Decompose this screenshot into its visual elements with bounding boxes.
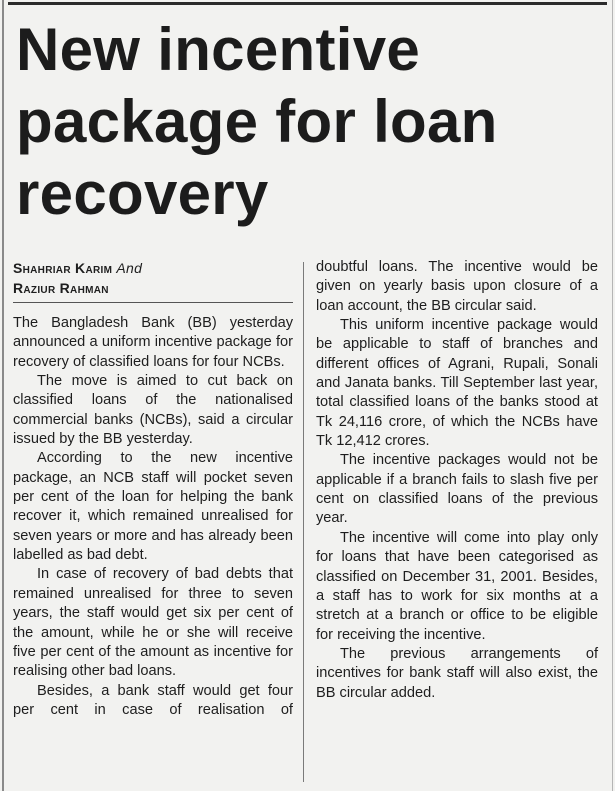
byline-divider xyxy=(13,302,293,303)
byline-author-2: Raziur Rahman xyxy=(13,280,109,296)
article-paragraph: The previous arrangements of incentives for bank staff will also exist, the BB circular added. xyxy=(316,645,598,701)
article-paragraph: The incentive will come into play only for loans that have been categorised as classified on December 31, 2001. Besides, a staff has to work for six months at a stretch at a branch or office to be eligible for receiving the incentive. xyxy=(316,529,598,643)
left-border-rule xyxy=(2,0,4,791)
article-paragraph: Besides, a bank staff would get four per cent in case of realisation of xyxy=(13,682,293,718)
article-paragraph: In case of recovery of bad debts that remained unrealised for three to seven years, the staff would get six per cent of the amount, while he or she will receive five per cent of the amount as incentive for realising other bad loans. xyxy=(13,566,293,680)
byline xyxy=(13,258,293,298)
article-paragraph: This uniform incentive package would be applicable to staff of branches and different offices of Agrani, Rupali, Sonali and Janata banks. Till September last year, total classified loans of the banks stood at Tk 24,116 crore, of which the NCBs have Tk 12,412 crores. xyxy=(316,317,598,450)
article-paragraph: The Bangladesh Bank (BB) yesterday announced a uniform incentive package for recovery of classified loans for four NCBs. xyxy=(13,315,293,370)
top-border-rule xyxy=(8,2,607,5)
article-paragraph: The incentive packages would not be applicable if a branch fails to slash five per cent on classified loans of the previous year. xyxy=(316,452,598,527)
byline-author-1: Shahriar Karim xyxy=(13,260,113,276)
article-column-right xyxy=(316,258,598,703)
article-column-left xyxy=(13,258,293,720)
right-border-rule xyxy=(612,0,613,791)
article-paragraph: doubtful loans. The incentive would be given on yearly basis upon closure of a loan account, the BB circular said. xyxy=(316,259,598,314)
headline: New incentive package for loan recovery xyxy=(16,16,498,227)
article-paragraph: The move is aimed to cut back on classified loans of the nationalised commercial banks (NCBs), said a circular issued by the BB yesterday. xyxy=(13,373,293,448)
column-divider xyxy=(303,262,304,782)
article-paragraph: According to the new incentive package, an NCB staff will pocket seven per cent of the loan for helping the bank recover it, which remained unrealised for seven years or more and has already been labelled as bad debt. xyxy=(13,450,293,564)
byline-conjunction: And xyxy=(116,260,143,276)
